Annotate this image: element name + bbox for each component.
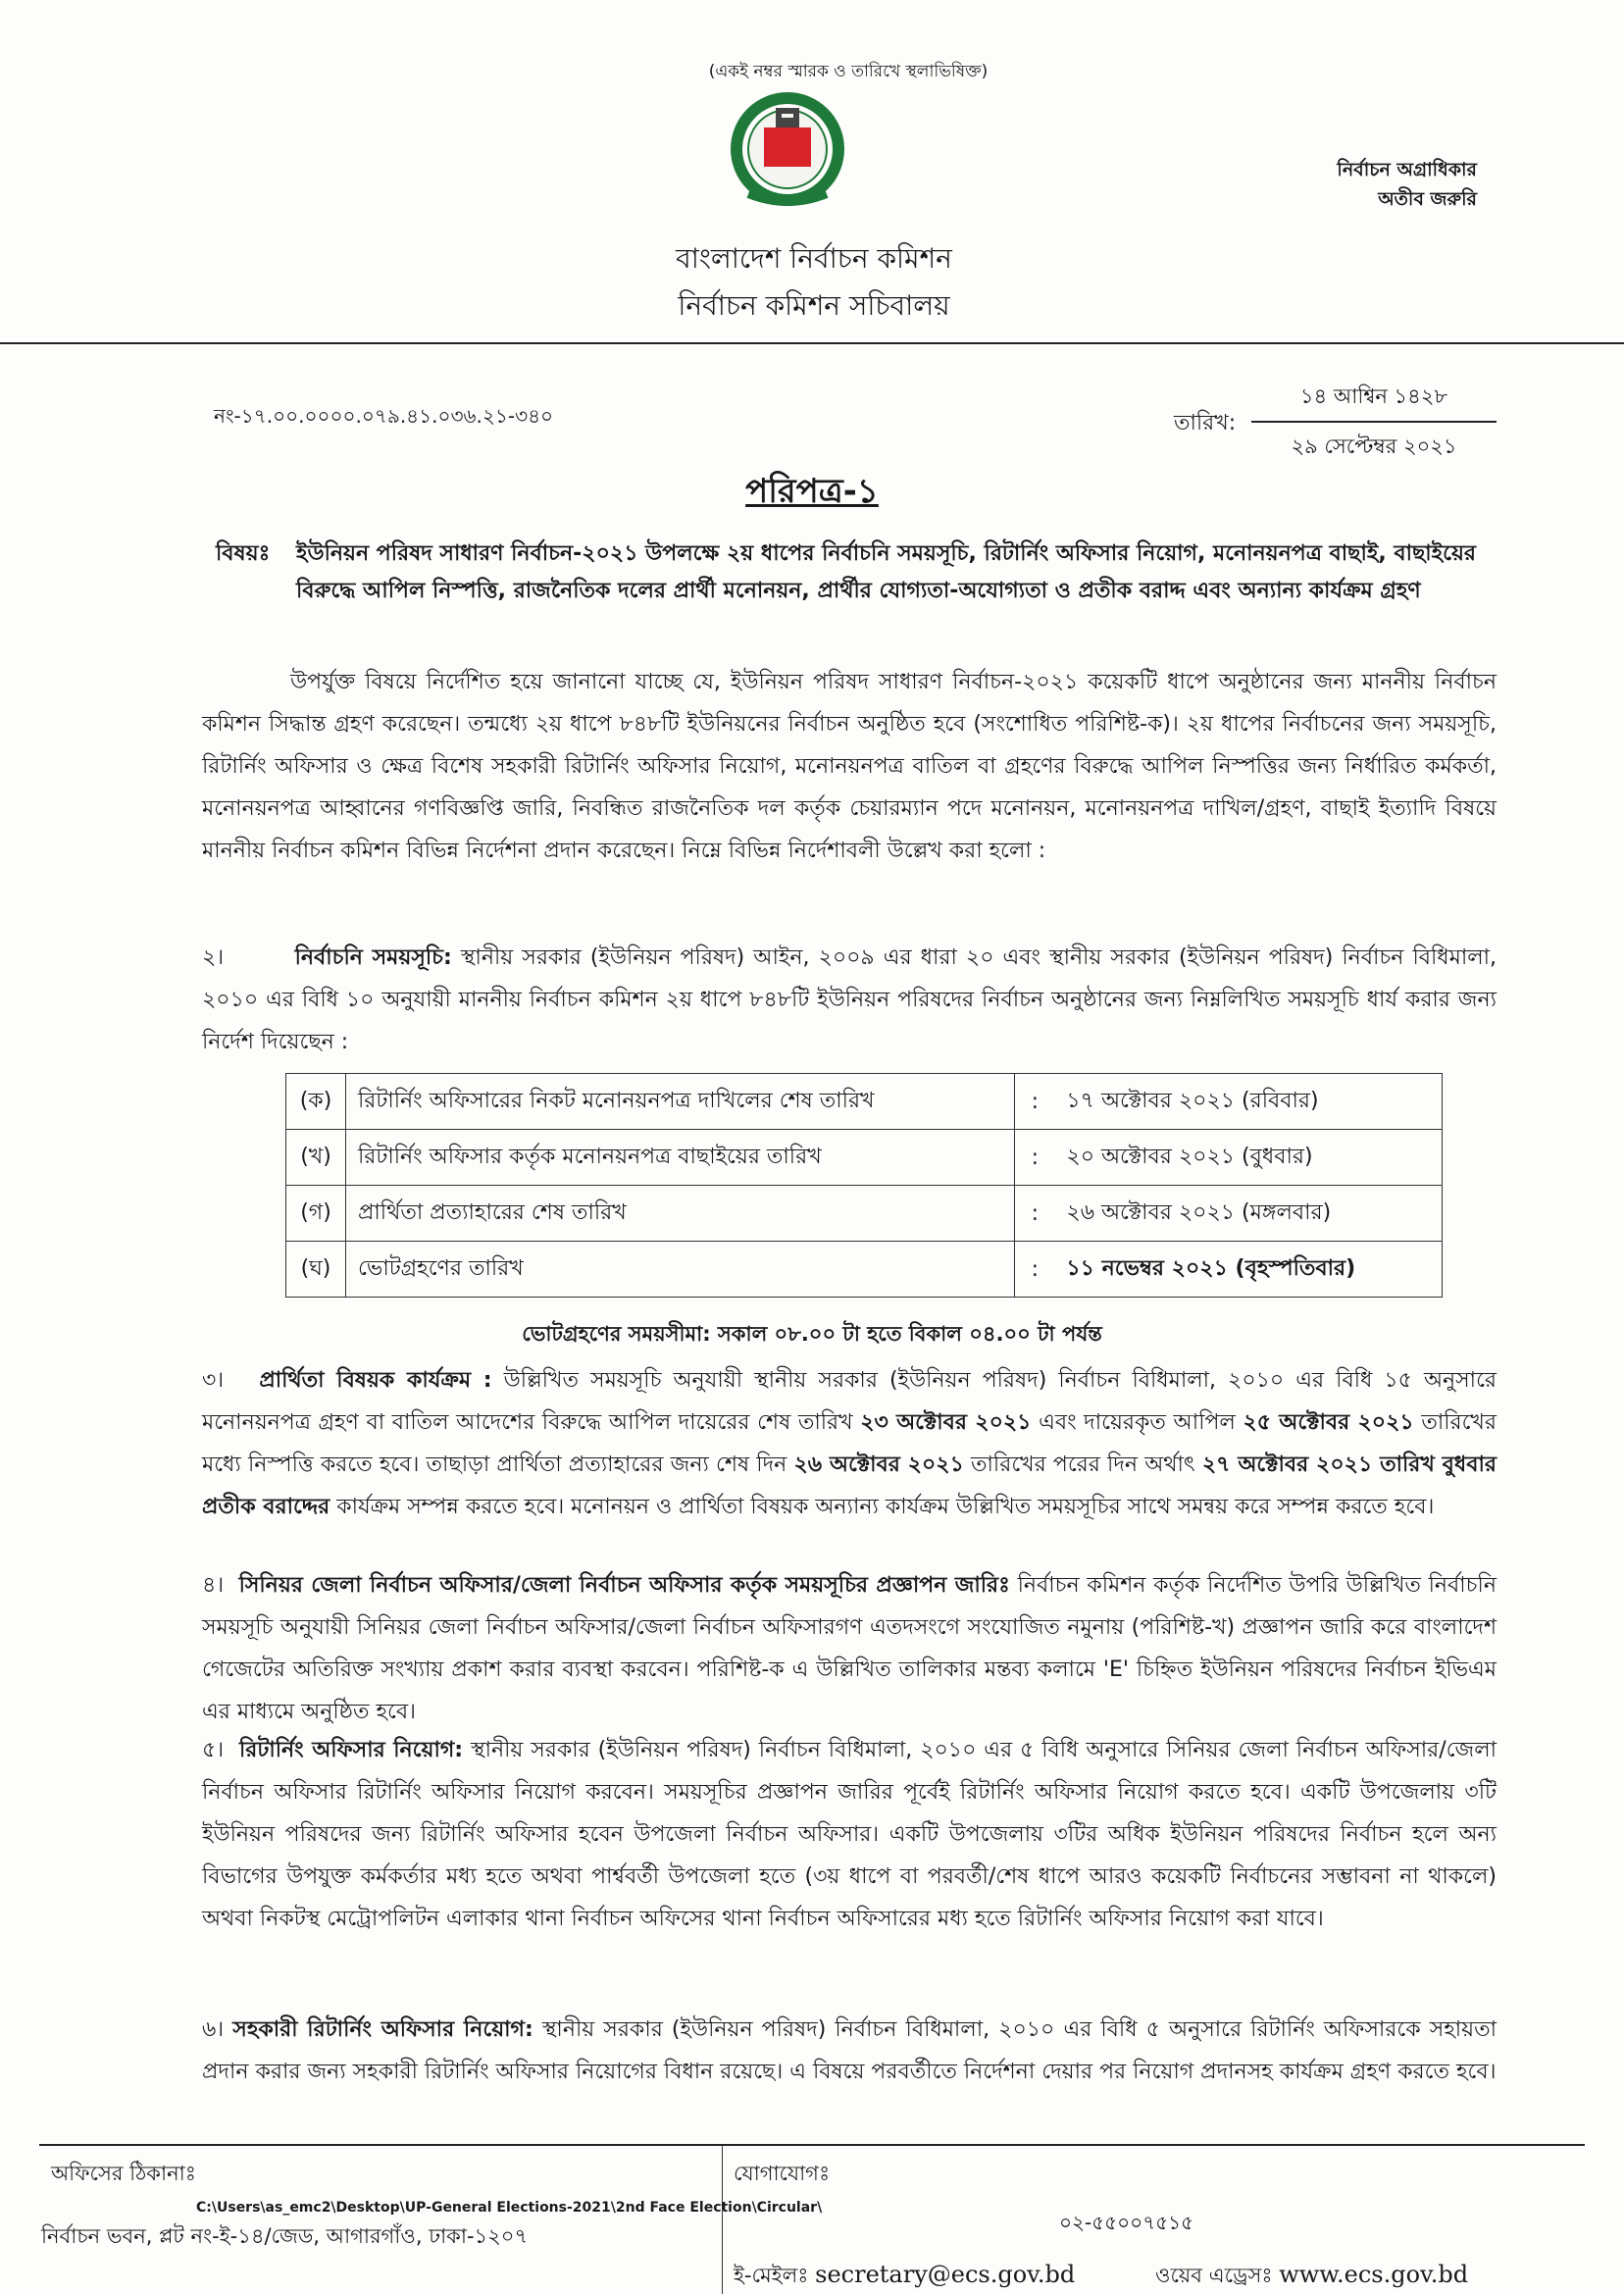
subject-block	[216, 535, 1500, 610]
date-label: তারিখ:	[1174, 411, 1237, 435]
row-date: ১১ নভেম্বর ২০২১ (বৃহস্পতিবার)	[1054, 1242, 1442, 1298]
website-block	[1155, 2260, 1468, 2294]
footer-column-divider	[722, 2146, 723, 2294]
section-text: নির্বাচন কমিশন কর্তৃক নির্দেশিত উপরি উল্লিখিত নির্বাচনি সময়সূচি অনুযায়ী সিনিয়র জেলা নির্বাচন অফিসার/জেলা নির্বাচন অফিসারগণ এতদসংগে সংযোজিত নমুনায় (পরিশিষ্ট-খ) প্রজ্ঞাপন জারি করে বাংলাদেশ গেজেটের অতিরিক্ত সংখ্যায় প্রকাশ করার ব্যবস্থা করবেন। পরিশিষ্ট-ক এ উল্লিখিত তালিকার মন্তব্য কলামে 'E' চিহ্নিত ইউনিয়ন পরিষদের নির্বাচন ইভিএম এর মাধ্যমে অনুষ্ঠিত হবে।	[202, 1573, 1497, 1724]
highlight-date: ২৫ অক্টোবর ২০২১	[1243, 1410, 1414, 1435]
section-3-paragraph	[202, 1359, 1497, 1528]
organization-header	[530, 235, 1098, 330]
highlight-date: ২৭ অক্টোবর ২০২১ তারিখ বুধবার প্রতীক বরাদ্দের	[202, 1453, 1497, 1519]
section-heading: নির্বাচনি সময়সূচি:	[294, 945, 452, 970]
website-label: ওয়েব এড্রেসঃ	[1155, 2264, 1273, 2287]
phone-number: ০২-৫৫০০৭৫১৫	[1059, 2211, 1194, 2234]
table-row	[286, 1242, 1443, 1298]
section-2-paragraph	[202, 937, 1497, 1063]
org-name: বাংলাদেশ নির্বাচন কমিশন	[676, 242, 952, 275]
election-commission-emblem-icon	[719, 88, 856, 216]
section-number: ৬।	[202, 2017, 225, 2042]
section-heading: রিটার্নিং অফিসার নিয়োগ:	[239, 1738, 464, 1762]
section-number: ৩।	[202, 1368, 225, 1393]
memo-number: নং-১৭.০০.০০০০.০৭৯.৪১.০৩৬.২১-৩৪০	[214, 404, 554, 428]
section-number: ৪।	[202, 1573, 225, 1598]
subject-text: ইউনিয়ন পরিষদ সাধারণ নির্বাচন-২০২১ উপলক্ষে ২য় ধাপের নির্বাচনি সময়সূচি, রিটার্নিং অফিসার নিয়োগ, মনোনয়নপত্র বাছাই, বাছাইয়ের বিরুদ্ধে আপিল নিস্পত্তি, রাজনৈতিক দলের প্রার্থী মনোনয়ন, প্রার্থীর যোগ্যতা-অযোগ্যতা ও প্রতীক বরাদ্দ এবং অন্যান্য কার্যক্রম গ্রহণ	[296, 541, 1477, 603]
section-text: স্থানীয় সরকার (ইউনিয়ন পরিষদ) নির্বাচন বিধিমালা, ২০১০ এর বিধি ৫ অনুসারে রিটার্নিং অফিসারকে সহায়তা প্রদান করার জন্য সহকারী রিটার্নিং অফিসার নিয়োগের বিধান রয়েছে। এ বিষয়ে পরবর্তীতে নির্দেশনা দেয়ার পর নিয়োগ প্রদানসহ কার্যক্রম গ্রহণ করতে হবে।	[202, 2017, 1497, 2084]
email-label: ই-মেইলঃ	[734, 2264, 809, 2287]
section-text: তারিখের মধ্যে নিস্পত্তি করতে হবে। তাছাড়া প্রার্থিতা প্রত্যাহারের জন্য শেষ দিন	[202, 1410, 1497, 1477]
address-label: অফিসের ঠিকানাঃ	[51, 2162, 196, 2185]
section-number: ২।	[202, 945, 225, 970]
org-secretariat: নির্বাচন কমিশন সচিবালয়	[678, 289, 950, 322]
section-heading: সিনিয়র জেলা নির্বাচন অফিসার/জেলা নির্বাচন অফিসার কর্তৃক সময়সূচির প্রজ্ঞাপন জারিঃ	[238, 1573, 1010, 1598]
section-text: কার্যক্রম সম্পন্ন করতে হবে। মনোনয়ন ও প্রার্থিতা বিষয়ক অন্যান্য কার্যক্রম উল্লিখিত সময়সূচির সাথে সমন্বয় করে সম্পন্ন করতে হবে।	[336, 1495, 1435, 1519]
section-text: উল্লিখিত সময়সূচি অনুযায়ী স্থানীয় সরকার (ইউনিয়ন পরিষদ) নির্বাচন বিধিমালা, ২০১০ এর বিধি ১৫ অনুসারে মনোনয়নপত্র গ্রহণ বা বাতিল আদেশের বিরুদ্ধে আপিল দায়েরের শেষ তারিখ	[202, 1368, 1497, 1435]
row-colon: :	[1015, 1130, 1055, 1186]
row-date: ২৬ অক্টোবর ২০২১ (মঙ্গলবার)	[1054, 1186, 1442, 1242]
highlight-date: ২৩ অক্টোবর ২০২১	[860, 1410, 1032, 1435]
row-item: প্রার্থিতা প্রত্যাহারের শেষ তারিখ	[346, 1186, 1015, 1242]
row-key: (খ)	[286, 1130, 346, 1186]
table-row	[286, 1186, 1443, 1242]
footer-divider	[39, 2144, 1585, 2146]
date-block	[1251, 381, 1497, 465]
table-row	[286, 1074, 1443, 1130]
election-schedule-table	[285, 1073, 1443, 1298]
row-colon: :	[1015, 1186, 1055, 1242]
section-text: তারিখের পরের দিন অর্থাৎ	[971, 1453, 1195, 1477]
row-colon: :	[1015, 1074, 1055, 1130]
row-key: (ঘ)	[286, 1242, 346, 1298]
website-url[interactable]: www.ecs.gov.bd	[1279, 2261, 1469, 2288]
section-4-paragraph	[202, 1564, 1497, 1733]
section-6-paragraph	[202, 2009, 1497, 2093]
voting-hours: ভোটগ্রহণের সময়সীমা: সকাল ০৮.০০ টা হতে বিকাল ০৪.০০ টা পর্যন্ত	[522, 1322, 1102, 1346]
intro-paragraph: উপর্যুক্ত বিষয়ে নির্দেশিত হয়ে জানানো যাচ্ছে যে, ইউনিয়ন পরিষদ সাধারণ নির্বাচন-২০২১ কয়েকটি ধাপে অনুষ্ঠানের জন্য মাননীয় নির্বাচন কমিশন সিদ্ধান্ত গ্রহণ করেছেন। তন্মধ্যে ২য় ধাপে ৮৪৮টি ইউনিয়নের নির্বাচন অনুষ্ঠিত হবে (সংশোধিত পরিশিষ্ট-ক)। ২য় ধাপের নির্বাচনের জন্য সময়সূচি, রিটার্নিং অফিসার ও ক্ষেত্র বিশেষ সহকারী রিটার্নিং অফিসার নিয়োগ, মনোনয়নপত্র বাতিল বা গ্রহণের বিরুদ্ধে আপিল নিস্পত্তির জন্য নির্ধারিত কর্মকর্তা, মনোনয়নপত্র আহ্বানের গণবিজ্ঞপ্তি জারি, নিবন্ধিত রাজনৈতিক দল কর্তৃক চেয়ারম্যান পদে মনোনয়ন, মনোনয়নপত্র দাখিল/গ্রহণ, বাছাই ইত্যাদি বিষয়ে মাননীয় নির্বাচন কমিশন বিভিন্ন নির্দেশনা প্রদান করেছেন। নিম্নে বিভিন্ন নির্দেশাবলী উল্লেখ করা হলো :	[202, 670, 1497, 863]
section-text: এবং দায়েরকৃত আপিল	[1039, 1410, 1236, 1435]
subject-label: বিষয়ঃ	[216, 541, 271, 566]
priority-stamp	[1337, 155, 1477, 214]
priority-line-2: অতীব জরুরি	[1378, 188, 1477, 210]
row-date: ১৭ অক্টোবর ২০২১ (রবিবার)	[1054, 1074, 1442, 1130]
email-address[interactable]: secretary@ecs.gov.bd	[815, 2261, 1076, 2288]
section-heading: সহকারী রিটার্নিং অফিসার নিয়োগ:	[232, 2017, 533, 2042]
highlight-date: ২৬ অক্টোবর ২০২১	[793, 1453, 964, 1477]
replacement-note: (একই নম্বর স্মারক ও তারিখে স্থলাভিষিক্ত)	[708, 62, 989, 81]
row-key: (গ)	[286, 1186, 346, 1242]
email-block	[734, 2260, 1075, 2294]
section-heading: প্রার্থিতা বিষয়ক কার্যক্রম :	[259, 1368, 492, 1393]
row-date: ২০ অক্টোবর ২০২১ (বুধবার)	[1054, 1130, 1442, 1186]
row-item: রিটার্নিং অফিসারের নিকট মনোনয়নপত্র দাখিলের শেষ তারিখ	[346, 1074, 1015, 1130]
file-path: C:\Users\as_emc2\Desktop\UP-General Elections-2021\2nd Face Election\Circular\	[196, 2200, 823, 2216]
priority-line-1: নির্বাচন অগ্রাধিকার	[1337, 159, 1477, 180]
row-item: ভোটগ্রহণের তারিখ	[346, 1242, 1015, 1298]
date-english: ২৯ সেপ্টেম্বর ২০২১	[1291, 434, 1457, 458]
contact-label: যোগাযোগঃ	[734, 2162, 831, 2185]
row-key: (ক)	[286, 1074, 346, 1130]
office-address: নির্বাচন ভবন, প্লট নং-ই-১৪/জেড, আগারগাঁও, ঢাকা-১২০৭	[41, 2224, 529, 2248]
section-text: স্থানীয় সরকার (ইউনিয়ন পরিষদ) নির্বাচন বিধিমালা, ২০১০ এর ৫ বিধি অনুসারে সিনিয়র জেলা নির্বাচন অফিসার/জেলা নির্বাচন অফিসার রিটার্নিং অফিসার নিয়োগ করবেন। সময়সূচির প্রজ্ঞাপন জারির পূর্বেই রিটার্নিং অফিসার নিয়োগ করতে হবে। একটি উপজেলায় ৩টি ইউনিয়ন পরিষদের জন্য রিটার্নিং অফিসার হবেন উপজেলা নির্বাচন অফিসার। একটি উপজেলায় ৩টির অধিক ইউনিয়ন পরিষদের নির্বাচন হলে অন্য বিভাগের উপযুক্ত কর্মকর্তার মধ্য হতে অথবা পার্শ্ববর্তী উপজেলা হতে (৩য় ধাপে বা পরবর্তী/শেষ ধাপে আরও কয়েকটি নির্বাচনের সম্ভাবনা না থাকলে) অথবা নিকটস্থ মেট্রোপলিটন এলাকার থানা নির্বাচন অফিসের থানা নির্বাচন অফিসারের মধ্য হতে রিটার্নিং অফিসার নিয়োগ করা যাবে।	[202, 1738, 1497, 1931]
section-number: ৫।	[202, 1738, 225, 1762]
table-row	[286, 1130, 1443, 1186]
row-item: রিটার্নিং অফিসার কর্তৃক মনোনয়নপত্র বাছাইয়ের তারিখ	[346, 1130, 1015, 1186]
section-5-paragraph	[202, 1729, 1497, 1940]
page-title: পরিপত্র-১	[745, 472, 879, 511]
section-text: স্থানীয় সরকার (ইউনিয়ন পরিষদ) আইন, ২০০৯ এর ধারা ২০ এবং স্থানীয় সরকার (ইউনিয়ন পরিষদ) নির্বাচন বিধিমালা, ২০১০ এর বিধি ১০ অনুযায়ী মাননীয় নির্বাচন কমিশন ২য় ধাপে ৮৪৮টি ইউনিয়ন পরিষদের নির্বাচন অনুষ্ঠানের জন্য নিম্নলিখিত সময়সূচি ধার্য করার জন্য নির্দেশ দিয়েছেন :	[202, 945, 1497, 1054]
row-colon: :	[1015, 1242, 1055, 1298]
header-divider	[0, 342, 1624, 344]
date-bangla: ১৪ আশ্বিন ১৪২৮	[1251, 381, 1497, 423]
